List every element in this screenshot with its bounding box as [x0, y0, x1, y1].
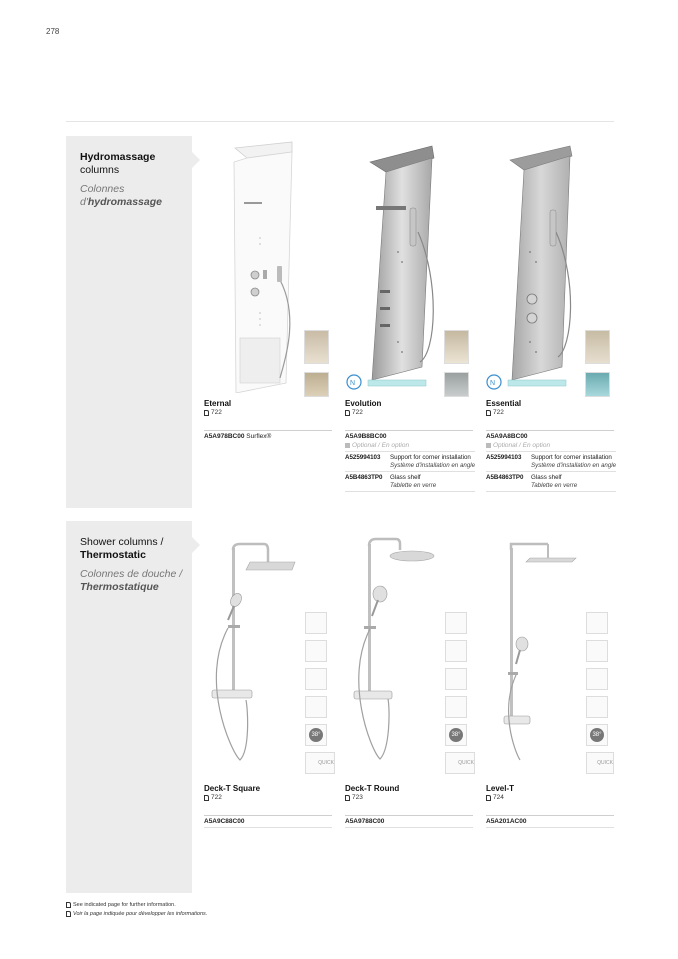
accessory-en: Support for corner installation [531, 454, 612, 461]
product-name: Evolution [345, 399, 382, 408]
optional-label [486, 442, 616, 449]
accessory-fr: Système d'installation en angle [390, 461, 476, 469]
quick-badge [445, 752, 475, 774]
quick-text: QUICK [597, 760, 613, 766]
page-ref-number: 722 [211, 409, 222, 416]
accessory-row [345, 474, 475, 489]
book-icon [345, 410, 350, 416]
page-ref [345, 794, 473, 801]
product-deck-t-square [204, 784, 332, 828]
accessory-row [486, 474, 616, 489]
code-row [204, 430, 332, 440]
accessory-en: Glass shelf [390, 474, 421, 481]
safety-touch-icon [586, 668, 608, 690]
product-name: Level-T [486, 784, 515, 793]
product-deck-t-round [345, 784, 473, 828]
evolution-thumb-2 [444, 372, 469, 397]
code-row [345, 430, 473, 440]
code-row [204, 815, 332, 828]
optional-square-icon [345, 443, 350, 448]
category-fr-bold: Thermostatique [80, 581, 159, 593]
divider [486, 491, 616, 492]
footer-line-en [66, 902, 207, 908]
optional-text: Optional / En option [352, 442, 410, 449]
feature-icons-deck-t-round [445, 612, 475, 774]
category-fr-prefix: d' [80, 196, 88, 208]
code-row [486, 815, 614, 828]
book-icon [66, 902, 71, 908]
accessory-code: A525994103 [345, 454, 381, 461]
category-title-bold: Hydromassage [80, 151, 156, 163]
feature-icons-level-t [586, 612, 614, 774]
water-saving-icon [305, 640, 327, 662]
code-row [486, 430, 614, 440]
category-fr-bold: hydromassage [87, 196, 162, 208]
category-title-light: Shower columns / [80, 536, 164, 548]
quick-text: QUICK [318, 760, 334, 766]
safety-touch-icon [445, 668, 467, 690]
category-fr-light: Colonnes de douche / [80, 568, 183, 580]
divider [486, 451, 616, 452]
svg-text:N: N [350, 380, 356, 387]
accessory-fr: Tablette en verre [390, 481, 437, 489]
page-ref [204, 409, 332, 416]
accessory-row [345, 454, 475, 469]
product-essential [486, 399, 616, 492]
quick-badge [586, 752, 614, 774]
product-code: A5A201AC00 [486, 818, 527, 825]
product-name: Eternal [204, 399, 232, 408]
height-adjust-icon [305, 612, 327, 634]
book-icon [204, 410, 209, 416]
page-ref-number: 722 [211, 794, 222, 801]
product-evolution [345, 399, 475, 492]
category-title-fr [80, 568, 190, 594]
easy-clean-icon [445, 696, 467, 718]
page-ref-number: 722 [352, 409, 363, 416]
product-material: Surflex® [246, 433, 272, 440]
accessory-code: A5B4863TP0 [486, 474, 524, 481]
divider [345, 471, 475, 472]
essential-thumb-1 [585, 330, 610, 364]
accessory-fr: Tablette en verre [531, 481, 578, 489]
optional-square-icon [486, 443, 491, 448]
divider [486, 471, 616, 472]
book-icon [345, 795, 350, 801]
svg-text:N: N [490, 380, 496, 387]
water-saving-icon [586, 640, 608, 662]
product-name: Deck-T Square [204, 784, 261, 793]
product-level-t [486, 784, 614, 828]
product-code: A5A978BC00 [204, 433, 245, 440]
product-name: Deck-T Round [345, 784, 400, 793]
product-eternal [204, 399, 332, 440]
height-adjust-icon [586, 612, 608, 634]
easy-clean-icon [305, 696, 327, 718]
footer-line-fr [66, 911, 207, 917]
quick-badge [305, 752, 335, 774]
book-icon [66, 911, 71, 917]
level-t-image [480, 540, 590, 780]
evolution-thumb-1 [444, 330, 469, 364]
category-panel-thermostatic [66, 521, 192, 893]
height-adjust-icon [445, 612, 467, 634]
product-code: A5A9788C00 [345, 818, 385, 825]
page-ref [486, 794, 614, 801]
product-name: Essential [486, 399, 522, 408]
product-code: A5A9C88C00 [204, 818, 245, 825]
page-ref [204, 794, 332, 801]
optional-label [345, 442, 475, 449]
eternal-thumb-2 [304, 372, 329, 397]
product-code: A5A9B8BC00 [345, 433, 387, 440]
temperature-badge [445, 724, 467, 746]
book-icon [486, 410, 491, 416]
accessory-en: Glass shelf [531, 474, 562, 481]
top-divider [66, 121, 614, 122]
footer-text-fr: Voir la page indiquée pour développer les informations. [73, 911, 208, 917]
page-ref-number: 722 [493, 409, 504, 416]
divider [345, 451, 475, 452]
category-title [80, 151, 190, 177]
book-icon [204, 795, 209, 801]
temperature-value: 38° [309, 728, 323, 742]
easy-clean-icon [586, 696, 608, 718]
essential-thumb-2 [585, 372, 610, 397]
book-icon [486, 795, 491, 801]
category-title-rest: columns [80, 164, 120, 176]
divider [345, 491, 475, 492]
deck-t-square-image [200, 540, 300, 780]
accessory-code: A5B4863TP0 [345, 474, 383, 481]
category-title-bold: Thermostatic [80, 549, 146, 561]
page-ref-number: 724 [493, 794, 504, 801]
accessory-fr: Système d'installation en angle [531, 461, 617, 469]
quick-text: QUICK [458, 760, 474, 766]
feature-icons-deck-t-square [305, 612, 335, 774]
page-ref-number: 723 [352, 794, 363, 801]
category-title [80, 536, 190, 562]
temperature-value: 38° [590, 728, 604, 742]
temperature-badge [586, 724, 608, 746]
category-title-fr [80, 183, 190, 209]
optional-text: Optional / En option [493, 442, 551, 449]
accessory-en: Support for corner installation [390, 454, 471, 461]
temperature-value: 38° [449, 728, 463, 742]
safety-touch-icon [305, 668, 327, 690]
water-saving-icon [445, 640, 467, 662]
accessory-row [486, 454, 616, 469]
eternal-thumb-1 [304, 330, 329, 364]
category-panel-hydromassage [66, 136, 192, 508]
page-ref [345, 409, 475, 416]
page-ref [486, 409, 616, 416]
deck-t-round-image [340, 534, 440, 780]
footer-text-en: See indicated page for further information. [73, 902, 176, 908]
accessory-code: A525994103 [486, 454, 522, 461]
page-number: 278 [46, 27, 60, 36]
category-fr-light: Colonnes [80, 183, 125, 195]
code-row [345, 815, 473, 828]
footer-notes [66, 902, 207, 917]
temperature-badge [305, 724, 327, 746]
product-code: A5A9A8BC00 [486, 433, 528, 440]
